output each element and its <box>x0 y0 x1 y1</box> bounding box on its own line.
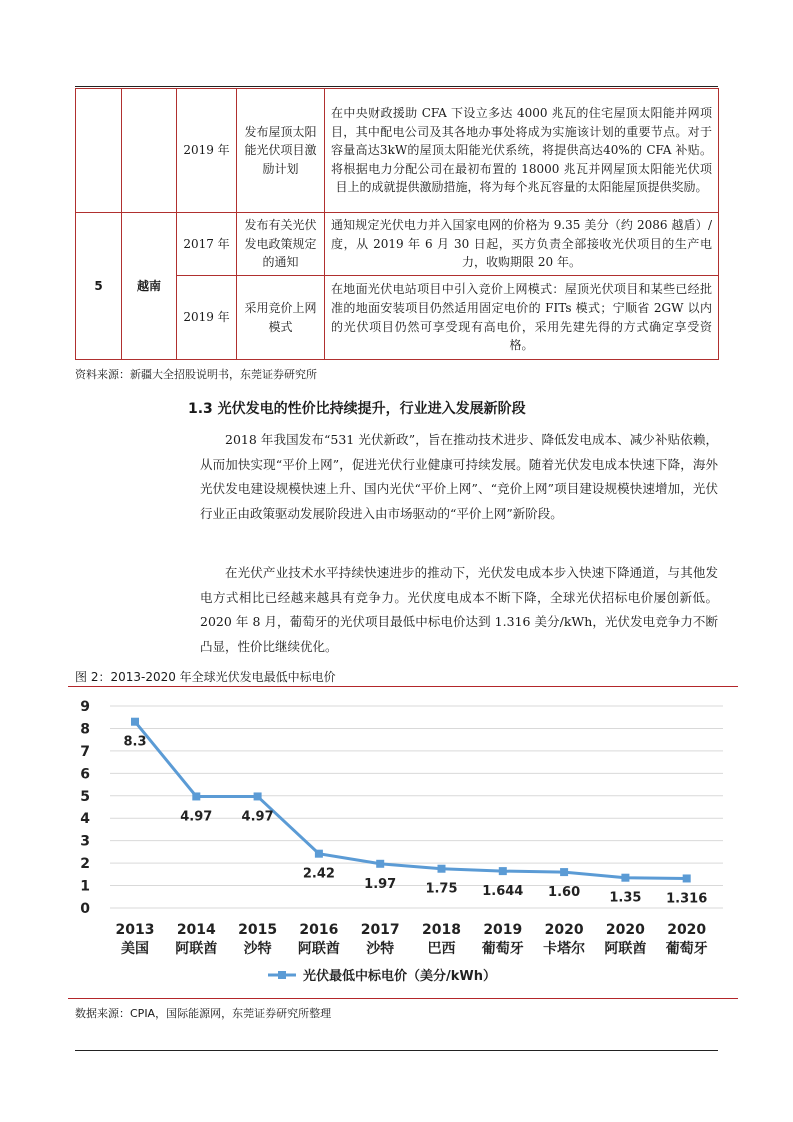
year-cell: 2019 年 <box>177 276 237 360</box>
x-tick-country: 葡萄牙 <box>665 941 708 957</box>
data-point <box>683 874 691 882</box>
x-tick-country: 巴西 <box>427 941 456 957</box>
table-source: 资料来源：新疆大全招股说明书，东莞证券研究所 <box>75 368 317 381</box>
detail-cell: 在中央财政援助 CFA 下设立多达 4000 兆瓦的住宅屋顶太阳能并网项目，其中配电公司及其各地办事处将成为实施该计划的重要节点。对于容量高达3kW的屋顶太阳能光伏系统，将提供高达40%的 CFA 补贴。将根据电力分配公司在最初布置的 18000 兆瓦并网屋顶太阳能光伏项目上的成就提供激励措施，将为每个兆瓦容量的太阳能屋顶提供奖励。 <box>325 89 719 213</box>
figure-source: 数据来源：CPIA，国际能源网，东莞证券研究所整理 <box>75 1007 332 1020</box>
data-point <box>131 718 139 726</box>
paragraph: 2018 年我国发布“531 光伏新政”，旨在推动技术进步、降低发电成本、减少补贴依赖，从而加快实现“平价上网”，促进光伏行业健康可持续发展。随着光伏发电成本快速下降，海外光伏发电建设规模快速上升、国内光伏“平价上网”、“竞价上网”项目建设规模快速增加，光伏行业正由政策驱动发展阶段进入由市场驱动的“平价上网”新阶段。 <box>200 432 718 521</box>
y-tick-label: 8 <box>80 721 90 738</box>
x-tick-country: 沙特 <box>243 941 272 957</box>
y-tick-label: 2 <box>80 856 90 873</box>
row-number: 5 <box>76 213 122 360</box>
data-point <box>560 868 568 876</box>
table-cell-empty <box>76 89 122 213</box>
legend-label: 光伏最低中标电价（美分/kWh） <box>303 969 496 984</box>
data-label: 2.42 <box>302 866 335 882</box>
data-point <box>254 792 262 800</box>
detail-cell: 在地面光伏电站项目中引入竞价上网模式：屋顶光伏项目和某些已经批准的地面安装项目仍然适用固定电价的 FITs 模式；宁顺省 2GW 以内的光伏项目仍然可享受现有高电价，采用先建先得的方式确定享受资格。 <box>325 276 719 360</box>
data-label: 1.316 <box>666 891 708 907</box>
table-row <box>76 89 719 213</box>
x-tick-country: 阿联酋 <box>604 941 647 957</box>
figure-caption: 图 2：2013-2020 年全球光伏发电最低中标电价 <box>75 670 336 684</box>
x-tick-year: 2016 <box>299 922 339 938</box>
x-tick-country: 美国 <box>121 941 149 957</box>
data-label: 1.35 <box>609 890 642 906</box>
x-tick-country: 阿联酋 <box>297 941 340 957</box>
header-rule <box>75 86 718 87</box>
x-tick-year: 2017 <box>360 922 400 938</box>
data-point <box>438 865 446 873</box>
data-point <box>315 850 323 858</box>
x-tick-year: 2018 <box>422 922 461 938</box>
x-tick-country: 葡萄牙 <box>481 941 524 957</box>
x-tick-year: 2019 <box>483 922 523 938</box>
x-tick-year: 2014 <box>176 922 216 938</box>
policy-cell: 发布有关光伏发电政策规定的通知 <box>237 213 325 276</box>
y-tick-label: 3 <box>80 833 90 850</box>
policy-cell: 发布屋顶太阳能光伏项目激励计划 <box>237 89 325 213</box>
section-title: 1.3 光伏发电的性价比持续提升，行业进入发展新阶段 <box>188 401 526 417</box>
year-cell: 2019 年 <box>177 89 237 213</box>
x-tick-year: 2020 <box>605 922 645 938</box>
data-point <box>376 860 384 868</box>
series-line <box>135 722 687 879</box>
policy-cell: 采用竞价上网模式 <box>237 276 325 360</box>
x-tick-year: 2015 <box>238 922 278 938</box>
figure-top-rule <box>68 686 738 687</box>
x-tick-country: 卡塔尔 <box>543 941 586 957</box>
table-cell-empty <box>122 89 177 213</box>
y-tick-label: 9 <box>80 699 90 715</box>
x-tick-country: 沙特 <box>366 941 395 957</box>
policy-table <box>75 88 719 360</box>
y-tick-label: 7 <box>80 743 90 760</box>
y-tick-label: 4 <box>80 811 90 828</box>
table-row <box>76 213 719 276</box>
data-label: 4.97 <box>180 809 213 825</box>
y-tick-label: 1 <box>80 878 90 895</box>
x-tick-year: 2020 <box>667 922 707 938</box>
x-tick-country: 阿联酋 <box>175 941 218 957</box>
paragraph: 在光伏产业技术水平持续快速进步的推动下，光伏发电成本步入快速下降通道，与其他发电方式相比已经越来越具有竞争力。光伏度电成本不断下降，全球光伏招标电价屡创新低。2020 年 8 月，葡萄牙的光伏项目最低中标电价达到 1.316 美分/kWh，光伏发电竞争力不断凸显，性价比继续优化。 <box>200 565 718 654</box>
data-label: 1.644 <box>482 884 524 900</box>
year-cell: 2017 年 <box>177 213 237 276</box>
data-label: 1.75 <box>425 881 458 897</box>
data-label: 1.97 <box>364 876 397 892</box>
data-label: 1.60 <box>548 885 581 901</box>
data-point <box>499 867 507 875</box>
x-tick-year: 2013 <box>115 922 155 938</box>
y-tick-label: 5 <box>80 788 90 805</box>
data-point <box>621 874 629 882</box>
data-label: 8.3 <box>123 734 147 750</box>
price-line-chart <box>68 690 738 995</box>
data-point <box>192 792 200 800</box>
detail-cell: 通知规定光伏电力并入国家电网的价格为 9.35 美分（约 2086 越盾）/度，从 2019 年 6 月 30 日起，买方负责全部接收光伏项目的生产电力，收购期限 20 年。 <box>325 213 719 276</box>
footer-rule <box>75 1050 718 1051</box>
x-tick-year: 2020 <box>544 922 584 938</box>
y-tick-label: 6 <box>80 766 90 783</box>
y-tick-label: 0 <box>80 901 90 917</box>
country-cell: 越南 <box>122 213 177 360</box>
legend-marker <box>278 971 286 979</box>
data-label: 4.97 <box>241 809 274 825</box>
figure-bottom-rule <box>68 998 738 999</box>
